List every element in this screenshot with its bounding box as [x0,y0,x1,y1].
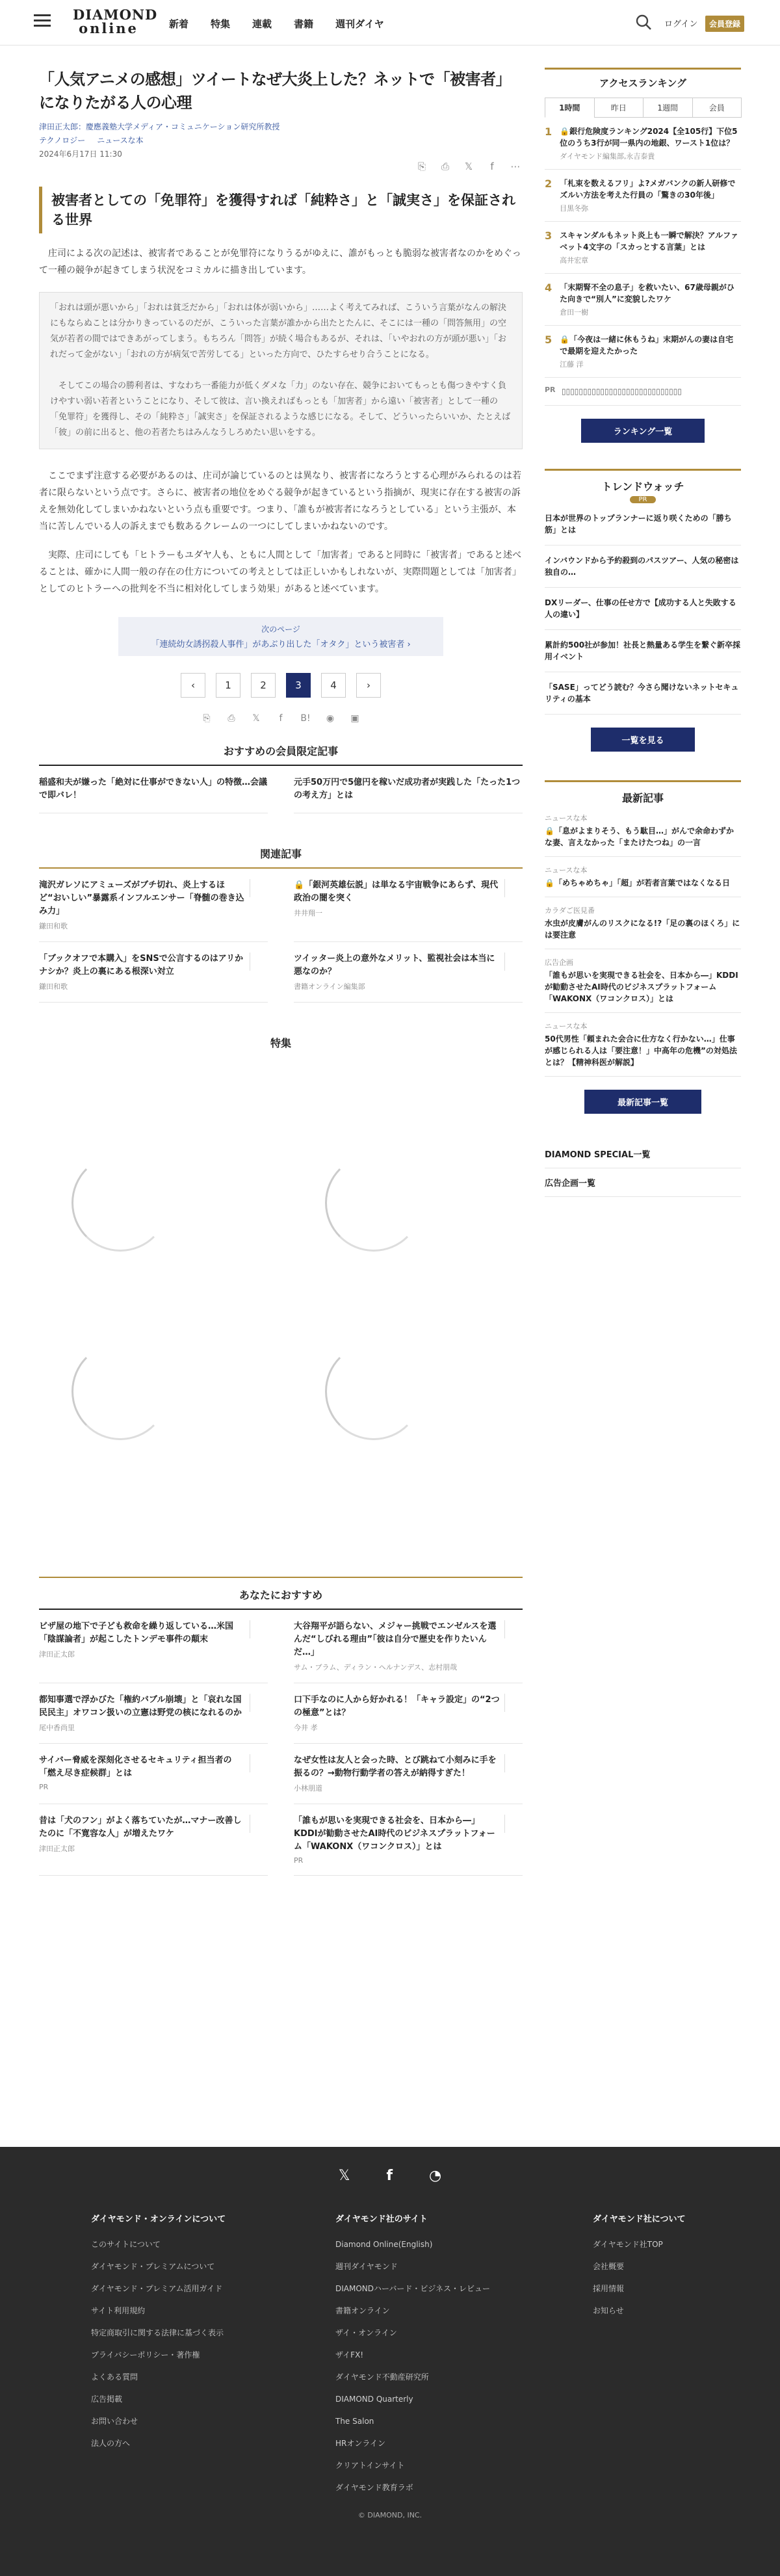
thumbnail [504,1694,523,1712]
copyright: © DIAMOND, INC. [358,2511,422,2519]
trend-item[interactable]: インバウンドから予約殺到のパスツアー、人気の秘密は独自の… [545,545,741,588]
ranking-item[interactable]: 3 スキャンダルもネット炎上も一瞬で解決？アルファベット4文字の「スカっとする言葉」とは 高井宏章 [545,222,741,274]
page-button-current[interactable]: 3 [286,673,311,698]
share-bar-bottom [39,713,523,724]
facebook-icon[interactable]: f [490,161,494,172]
members-heading: おすすめの会員限定記事 [39,743,523,766]
category-link[interactable]: ニュースな本 [97,136,144,145]
list-item[interactable]: サイバー脅威を深刻化させるセキュリティ担当者の「燃え尽き症候群」とは PR [39,1744,268,1804]
footer-col-sites: ダイヤモンド社のサイト Diamond Online(English) 週刊ダイヤモンド DIAMONDハーバード・ビジネス・レビュー 書籍オンライン ザイ・オンライン ザイFX! ダイヤモンド不動産研究所 DIAMOND Quarterly The Salon HRオンライン クリアトインサイト ダイヤモンド教育ラボ [335,2212,490,2499]
trend-item[interactable]: 日本が世界のトップランナーに返り咲くための「勝ち筋」とは [545,503,741,545]
tab-yesterday[interactable]: 昨日 [594,98,644,118]
quote-paragraph: 「おれは頭が悪いから」「おれは貧乏だから」「おれは体が弱いから」……よく考えてみれば、こういう言葉がなんの解決にもならぬことは分かりきっているのだが、こういった言葉が誰かから出たとたんに、そこには一種の「問答無用」の空気が若者の間ではできあがってしまう。もちろん「問答」が続く場合もあるが、それは、「いやおれの方が頭が悪い」「おれだって金がない」「おれの方が病気で苦労してる」といった方向で、ひたすらせり合うことになる。 [50,303,507,360]
share-bar [39,157,523,176]
footer-link[interactable]: ダイヤモンド不動産研究所 [335,2372,429,2382]
pocket-icon[interactable]: ▣ [350,713,359,724]
print-icon[interactable]: ⎙ [441,161,449,172]
thumbnail [250,1620,268,1638]
recommend-list [39,1610,523,1876]
x-icon[interactable]: 𝕏 [464,161,473,172]
page-button[interactable]: 4 [321,673,346,698]
list-item[interactable]: なぜ女性は友人と会った時、とび跳ねて小刻みに手を振るの？→動物行動学者の答えが納得すぎた！ 小林朋道 [294,1744,523,1804]
thumbnail [504,953,523,971]
list-item[interactable]: 大谷翔平が語らない、メジャー挑戦でエンゼルスを選んだ“しびれる理由”「彼は自分で歴史を作りたいんだ…」 サム・ブラム、ディラン・ヘルナンデス、志村朋哉 [294,1610,523,1683]
thumbnail [250,953,268,971]
list-item[interactable]: 「誰もが思いを実現できる社会を、日本から―」KDDIが勧動させたAI時代のビジネスプラットフォーム「WAKONX（ワコンクロス）」とは PR [294,1804,523,1876]
list-item[interactable]: 元手50万円で5億円を稼いだ成功者が実践した「たった1つの考え方」とは [294,766,523,813]
footer-link[interactable]: ザイFX! [335,2350,364,2359]
footer-link[interactable]: DIAMOND Quarterly [335,2395,413,2404]
article-paragraph: ここでまず注意する必要があるのは、庄司が論じているのとは異なり、被害者になろうとする心理がみられるのは若者に限らないという点です。さらに、被害者の地位をめぐる競争が起きているという指摘が、現実に存在する被害の訴えを無効化してしまいかねないという点も重要です。つまり、「誰もが被害者になろうとしている」という主張が、本当に苦しんでいる人の訴えまでも数あるクレームの一つにしてしまいかねないのです。 [39,471,521,532]
loading-icon [325,1154,422,1252]
footer-link[interactable]: 書籍オンライン [335,2306,390,2315]
footer-link[interactable]: ダイヤモンド・プレミアム活用ガイド [91,2284,223,2293]
list-item[interactable]: ビザ屋の地下で子ども救命を繰り返している…米国「陰謀論者」が起こしたトンデモ事件の顛末 津田正太郎 [39,1610,268,1683]
next-page-link[interactable] [118,617,443,656]
loading-icon [325,1343,422,1440]
latest-item[interactable]: カラダご医見番 水虫が皮膚がんのリスクになる!?「足の裏のほくろ」には要注意 [545,897,741,949]
prev-page-button[interactable]: ‹ [181,673,205,698]
page-button[interactable]: 1 [216,673,240,698]
x-icon[interactable]: 𝕏 [252,713,260,724]
loading-icon [72,1343,169,1440]
tab-week[interactable]: 1週間 [643,98,693,118]
latest-heading: 最新記事 [621,792,664,804]
sidebar [545,68,741,1197]
featured-heading: 特集 [270,1037,291,1049]
ranking-tabs [545,98,741,118]
quote-paragraph: そしてこの場合の勝利者は、すなわち一番能力が低くダメな「力」のない存在、競争においてもっとも傷つきやすく負けやすい弱い若者ということになり、そして彼は、言い換えればもっとも「加害者」から遠い「被害者」として一種の「免罪符」を獲得し、その「純粋さ」「誠実さ」を保証されるような感じになる。そして、どういったらいいか、たとえば「彼」の前に出ると、他の若者たちはみんなうしろめたい思いをする。 [50,381,511,438]
footer-link[interactable]: 特定商取引に関する法律に基づく表示 [91,2328,224,2337]
article-categories [39,135,523,146]
thumbnail [504,879,523,897]
nav-item-weekly[interactable]: 週刊ダイヤ [335,18,384,30]
nav-item-books[interactable]: 書籍 [294,18,314,30]
footer-link[interactable]: ザイ・オンライン [335,2328,397,2337]
members-list [39,766,523,813]
main-column [39,68,523,1876]
list-item[interactable]: 稲盛和夫が嫌った「絶対に仕事ができない人」の特徴…会議で即バレ！ [39,766,268,813]
site-logo[interactable]: DIAMOND online [73,7,158,36]
list-item[interactable]: 昔は「犬のフン」がよく落ちていたが…マナー改善したのに「不寛容な人」が増えたワケ 津田正太郎 [39,1804,268,1876]
global-nav [169,17,384,31]
ranking-item[interactable]: 1 🔒銀行危険度ランキング2024【全105行】下位5位のうち3行が同一県内の地銀、ワースト1位は？ ダイヤモンド編集部,永吉泰貴 [545,118,741,170]
footer-link[interactable]: よくある質問 [91,2372,138,2382]
thumbnail [250,879,268,897]
pagination [39,673,523,698]
nav-item-feature[interactable]: 特集 [211,18,231,30]
latest-item[interactable]: ニュースな本 🔒「めちゃめちゃ」「超」が若者言葉ではなくなる日 [545,857,741,897]
footer-link[interactable]: お知らせ [593,2306,624,2315]
footer-link[interactable]: お問い合わせ [91,2417,138,2426]
nav-item-series[interactable]: 連載 [252,18,272,30]
loading-icon [72,1154,169,1252]
latest-articles [545,780,741,1114]
rss-icon[interactable]: ◔ [429,2168,442,2184]
sidebar-links [545,1140,741,1197]
line-icon[interactable]: ◉ [326,713,335,724]
footer-link[interactable]: 週刊ダイヤモンド [335,2262,398,2271]
site-footer [0,2147,780,2576]
footer-link[interactable]: Diamond Online(English) [335,2240,433,2249]
recommend-heading: あなたにおすすめ [39,1577,523,1610]
search-icon[interactable] [634,13,653,31]
page-button[interactable]: 2 [251,673,276,698]
latest-item[interactable]: 広告企画 「誰もが思いを実現できる社会を、日本から―」KDDIが勧動させたAI時代のビジネスプラットフォーム「WAKONX（ワコンクロス）」とは [545,949,741,1013]
next-page-button[interactable]: › [356,673,381,698]
footer-link[interactable]: 広告掲載 [91,2395,123,2404]
latest-list-button[interactable]: 最新記事一覧 [584,1090,701,1114]
special-list-link[interactable]: DIAMOND SPECIAL一覧 [545,1140,741,1168]
thumbnail [504,1620,523,1638]
thumbnail [250,1754,268,1772]
footer-link[interactable]: 採用情報 [593,2284,625,2293]
footer-link[interactable]: The Salon [335,2417,374,2426]
thumbnail [250,1815,268,1833]
article-paragraph: 庄司による次の記述は、被害者であることが免罪符になりうるがゆえに、誰がもっとも脆弱な被害者なのかをめぐって一種の競争が起きてしまう状況をコミカルに描き出しています。 [39,248,521,276]
clip-icon[interactable]: ⎘ [203,713,211,724]
register-button[interactable]: 会員登録 [705,16,744,32]
more-icon[interactable]: ⋯ [510,161,521,172]
login-link[interactable]: ログイン [664,20,698,29]
menu-icon[interactable] [34,14,51,27]
related-heading: 関連記事 [39,846,523,869]
footer-link[interactable]: DIAMONDハーバード・ビジネス・レビュー [335,2284,491,2293]
latest-item[interactable]: ニュースな本 🔒「息がよまりそう、もう駄目…」がんで余命わずかな妻、言えなかった「またけたつね」の一言 [545,805,741,857]
ranking-item[interactable]: 2 「札束を数えるフリ」よ?メガバンクの新人研修でズルい方法を考えた行員の「驚きの30年後」 目黒冬弥 [545,170,741,222]
footer-link[interactable]: このサイトについて [91,2240,161,2249]
facebook-icon[interactable]: f [279,713,283,724]
footer-link[interactable]: 法人の方へ [91,2439,131,2448]
thumbnail [250,1694,268,1712]
print-icon[interactable]: ⎙ [228,713,235,724]
trend-item[interactable]: DXリーダー、仕事の任せ方で【成功する人と失敗する人の違い】 [545,588,741,630]
x-icon[interactable]: 𝕏 [338,2168,350,2184]
tab-members[interactable]: 会員 [692,98,742,118]
next-page-title: 「連続幼女誘拐殺人事件」があぶり出した「オタク」という被害者 › [151,640,411,650]
next-page-label: 次のページ [261,625,300,634]
footer-link[interactable]: サイト利用規約 [91,2306,146,2315]
latest-item[interactable]: ニュースな本 50代男性「頼まれた会合に仕方なく行かない…」仕事が感じられる人は「要注意！」中高年の危機”の対処法とは？【精神科医が解説】 [545,1013,741,1077]
trend-item[interactable]: 累計約500社が参加！社長と熱量ある学生を繋ぐ新卒採用イベント [545,630,741,672]
article-quote [39,292,523,449]
ranking-item[interactable]: 4 「末期腎不全の息子」を救いたい、67歳母親がひた向きで“別人”に変貌したワケ 倉田一樹 [545,274,741,326]
thumbnail [504,1815,523,1833]
clip-icon[interactable]: ⎘ [417,161,426,172]
list-item[interactable]: 「ブックオフで本購入」をSNSで公言するのはアリかナシか？炎上の裏にある根深い対立 鎌田和歌 [39,942,268,1003]
ranking-pr-item[interactable]: PR ▯▯▯▯▯▯▯▯▯▯▯▯▯▯▯▯▯▯▯▯▯▯▯▯▯▯▯▯ [545,378,741,406]
thumbnail [504,1754,523,1772]
trend-list-button[interactable]: 一覧を見る [591,728,695,752]
trend-heading: トレンドウォッチ [601,480,684,493]
site-header [0,0,780,46]
social-icons [0,2168,780,2184]
list-item[interactable]: 口下手なのに人から好かれる！「キャラ設定」の“2つの極意”とは？ 今井 孝 [294,1683,523,1744]
trend-item[interactable]: 「SASE」ってどう読む？今さら聞けないネットセキュリティの基本 [545,672,741,715]
footer-col-about: ダイヤモンド・オンラインについて このサイトについて ダイヤモンド・プレミアムについて ダイヤモンド・プレミアム活用ガイド サイト利用規約 特定商取引に関する法律に基づく表示 プライバシーポリシー・著作権 よくある質問 広告掲載 お問い合わせ 法人の方へ [91,2212,226,2454]
footer-link[interactable]: 会社概要 [593,2262,625,2271]
facebook-icon[interactable]: f [386,2168,393,2184]
list-item[interactable]: 都知事選で浮かびた「権約バブル崩壊」と「哀れな国民民主」オワコン扱いの立憲は野党の核になれるのか 尾中香尚里 [39,1683,268,1744]
trend-watch [545,469,741,752]
nav-item-new[interactable]: 新着 [169,18,189,30]
list-item[interactable]: ツイッター炎上の意外なメリット、監視社会は本当に悪なのか？ 書籍オンライン編集部 [294,942,523,1003]
ranking-item[interactable]: 5 🔒「今夜は一緒に休もうね」末期がんの妻は自宅で最期を迎えたかった 江藤 洋 [545,326,741,378]
tab-hour[interactable]: 1時間 [545,98,595,118]
footer-link[interactable]: HRオンライン [335,2439,386,2448]
article-date: 2024年6月17日 11:30 [39,150,122,159]
footer-link[interactable]: ダイヤモンド教育ラボ [335,2483,413,2492]
article-subheading: 被害者としての「免罪符」を獲得すれば「純粋さ」と「誠実さ」を保証される世界 [39,187,523,233]
ranking-list-button[interactable]: ランキング一覧 [581,419,705,443]
footer-col-company: ダイヤモンド社について ダイヤモンド社TOP 会社概要 採用情報 お知らせ [593,2212,685,2322]
article-paragraph: 実際、庄司にしても「ヒトラーもユダヤ人も、ともに人間として「加害者」であると同時に「被害者」であると述べることは、確かに人間一般の存在の仕方についての考えとしては正しいかもしれないが、実際問題としては「加害者」としてのヒトラーへの批判を不当に相対化してしまう効果」があると述べています。 [39,550,521,594]
footer-link[interactable]: クリアトインサイト [335,2461,405,2470]
footer-link[interactable]: ダイヤモンド社TOP [593,2240,663,2249]
article-author[interactable]: 津田正太郎：慶應義塾大学メディア・コミュニケーション研究所教授 [39,122,280,131]
footer-link[interactable]: プライバシーポリシー・著作権 [91,2350,200,2359]
related-list [39,869,523,1003]
category-link[interactable]: テクノロジー [39,136,86,145]
list-item[interactable]: 滝沢ガレソにアミューズがブチ切れ、炎上するほど“おいしい”暴露系インフルエンサー「脊髄の巻き込み力」 鎌田和歌 [39,869,268,942]
pr-badge: PR [630,496,656,503]
hatena-icon[interactable]: B! [300,713,311,724]
article-title: 「人気アニメの感想」ツイートなぜ大炎上した？ネットで「被害者」になりたがる人の心理 [39,70,512,112]
ranking-heading: アクセスランキング [545,68,741,90]
footer-link[interactable]: ダイヤモンド・プレミアムについて [91,2262,215,2271]
list-item[interactable]: 🔒「銀河英雄伝説」は単なる宇宙戦争にあらず、現代政治の闇を突く 井井翔一 [294,869,523,942]
ad-list-link[interactable]: 広告企画一覧 [545,1168,741,1197]
featured-area [39,1057,523,1577]
